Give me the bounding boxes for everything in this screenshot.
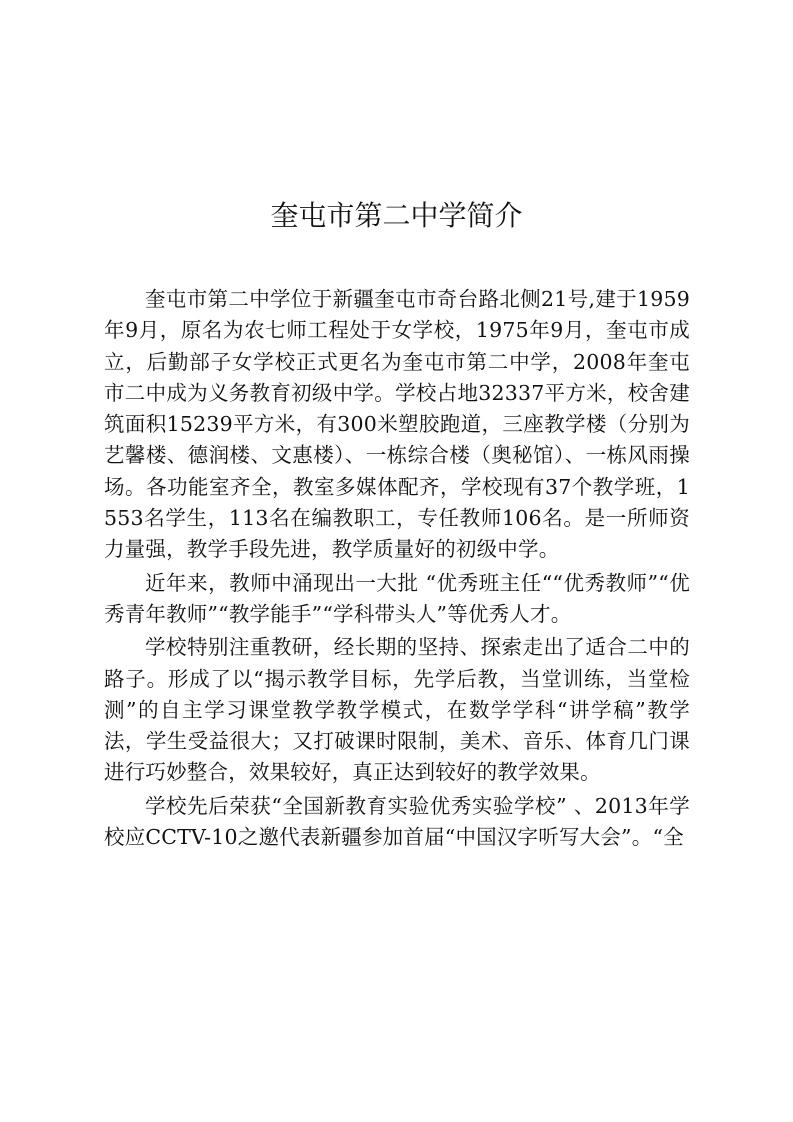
- paragraph-teaching-research: 学校特别注重教研，经长期的坚持、探索走出了适合二中的路子。形成了以“揭示教学目标，先学后教，当堂训练，当堂检测”的自主学习课堂教学教学模式，在数学学科“讲学稿”教学法，学生受益很大；又打破课时限制，美术、音乐、体育几门课进行巧妙整合，效果较好，真正达到较好的教学效果。: [104, 635, 690, 785]
- document-title: 奎屯市第二中学简介: [270, 199, 523, 232]
- paragraph-teacher-talent: 近年来，教师中涌现出一大批 “优秀班主任““优秀教师”“优秀青年教师”“教学能手”“学科带头人”等优秀人才。: [104, 570, 690, 626]
- paragraph-school-overview: 奎屯市第二中学位于新疆奎屯市奇台路北侧21号,建于1959年9月，原名为农七师工程处于女学校，1975年9月，奎屯市成立，后勤部子女学校正式更名为奎屯市第二中学，2008年奎屯市二中成为义务教育初级中学。学校占地32337平方米，校舍建筑面积15239平方米，有300米塑胶跑道，三座教学楼（分别为艺馨楼、德润楼、文惠楼）、一栋综合楼（奥秘馆）、一栋风雨操场。各功能室齐全，教室多媒体配齐，学校现有37个教学班，1553名学生，113名在编教职工，专任教师106名。是一所师资力量强，教学手段先进，教学质量好的初级中学。: [104, 287, 690, 562]
- paragraph-honors: 学校先后荣获“全国新教育实验优秀实验学校” 、2013年学校应CCTV-10之邀代表新疆参加首届“中国汉字听写大会”。“全: [104, 793, 690, 850]
- document-body: [104, 284, 690, 853]
